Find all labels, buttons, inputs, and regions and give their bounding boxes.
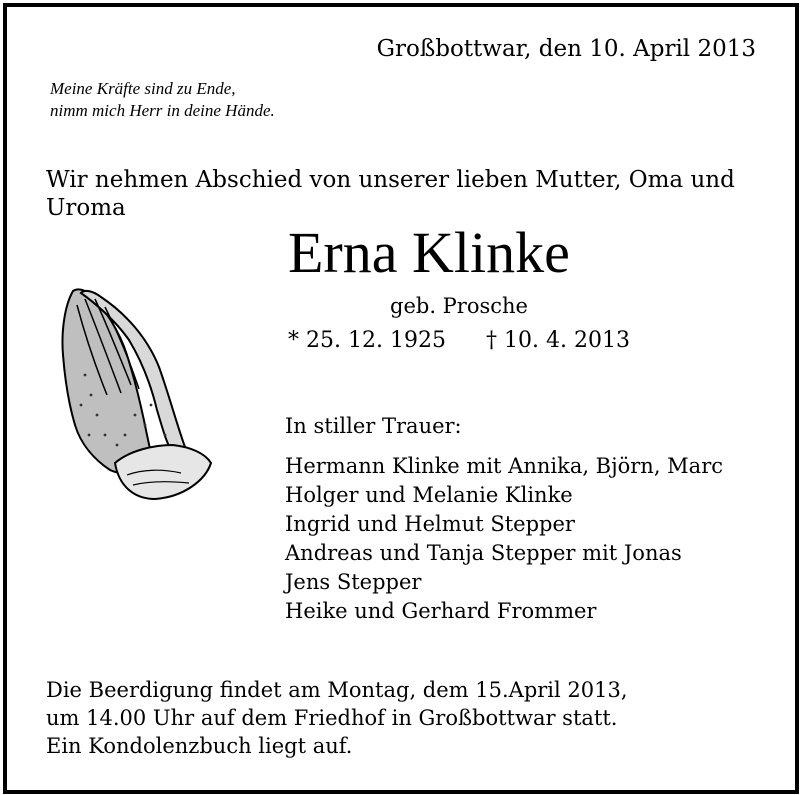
praying-hands-icon <box>55 285 215 505</box>
funeral-info <box>46 676 628 760</box>
verse-line: nimm mich Herr in deine Hände. <box>50 101 275 120</box>
mourners-list <box>285 452 723 626</box>
funeral-line: um 14.00 Uhr auf dem Friedhof in Großbottwar statt. <box>46 706 618 730</box>
intro-text: Wir nehmen Abschied von unserer lieben Mutter, Oma und Uroma <box>46 167 735 221</box>
birth-date: * 25. 12. 1925 <box>288 328 446 353</box>
mourning-title: In stiller Trauer: <box>285 414 462 438</box>
mourner-line: Jens Stepper <box>285 570 422 594</box>
funeral-line: Ein Kondolenzbuch liegt auf. <box>46 734 353 758</box>
mourner-line: Andreas und Tanja Stepper mit Jonas <box>285 541 682 565</box>
deceased-name: Erna Klinke <box>288 220 570 285</box>
place-date: Großbottwar, den 10. April 2013 <box>376 36 756 62</box>
death-date: † 10. 4. 2013 <box>486 328 630 353</box>
mourner-line: Holger und Melanie Klinke <box>285 483 573 507</box>
mourner-line: Ingrid und Helmut Stepper <box>285 512 575 536</box>
maiden-name: geb. Prosche <box>390 294 528 318</box>
mourner-line: Hermann Klinke mit Annika, Björn, Marc <box>285 454 724 478</box>
verse-line: Meine Kräfte sind zu Ende, <box>50 79 236 98</box>
verse <box>50 78 275 122</box>
funeral-line: Die Beerdigung findet am Montag, dem 15.April 2013, <box>46 678 628 702</box>
mourner-line: Heike und Gerhard Frommer <box>285 599 597 623</box>
